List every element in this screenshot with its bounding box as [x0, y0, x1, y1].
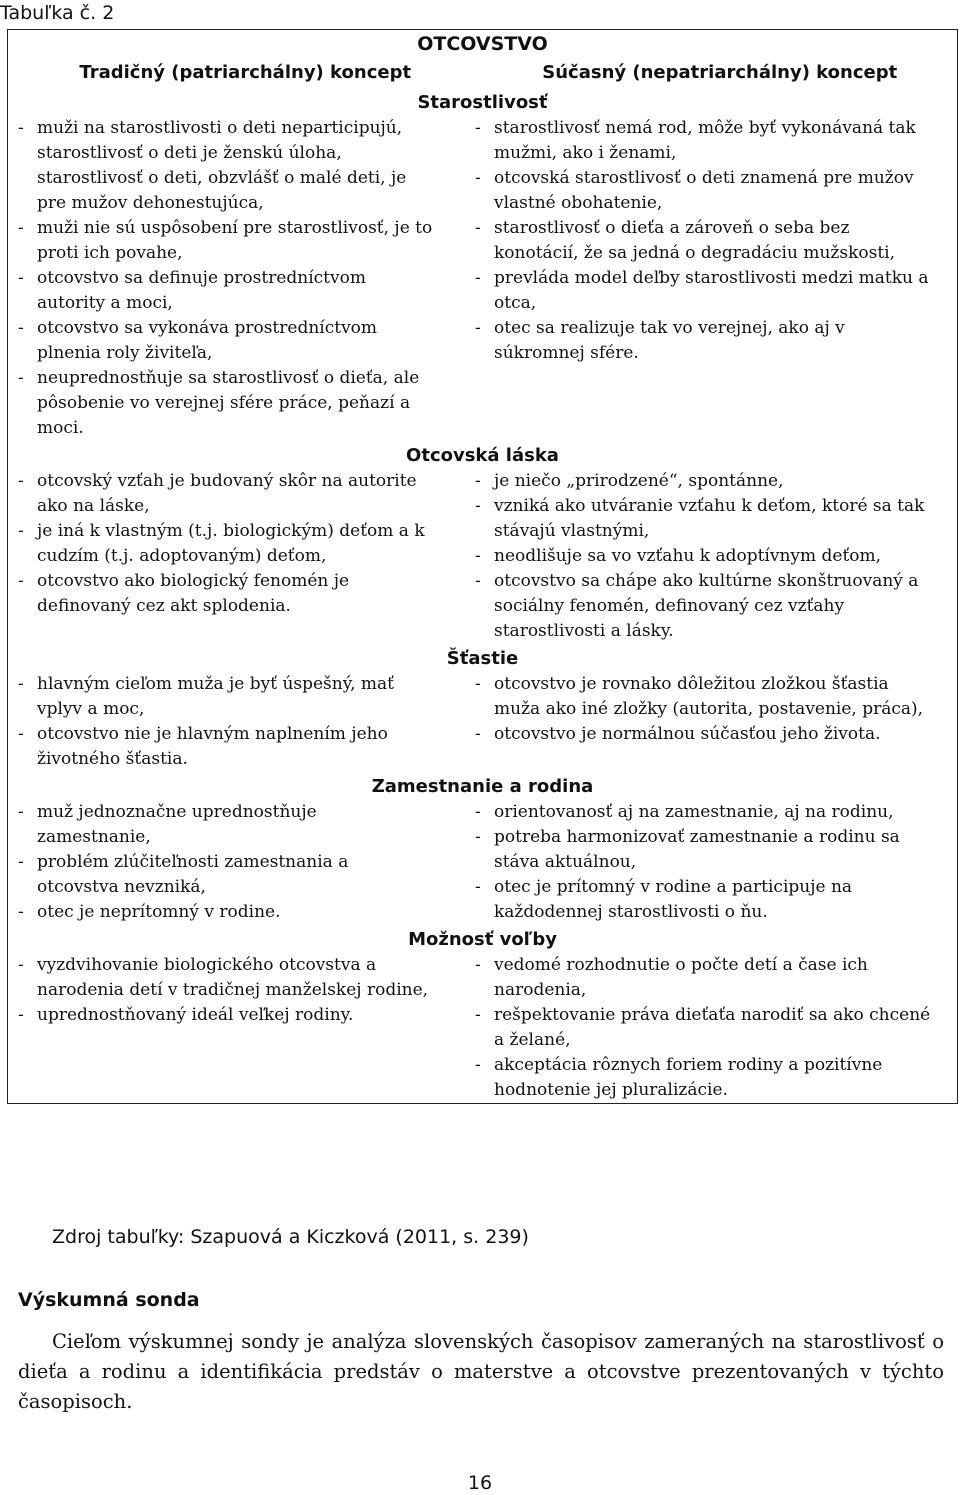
list-item: - starostlivosť o dieťa a zároveň o seba bez konotácií, že sa jedná o degradáciu mužskosti,	[465, 216, 957, 266]
contemporary-column	[459, 953, 957, 1103]
list-item: - rešpektovanie práva dieťaťa narodiť sa ako chcené a želané,	[465, 1003, 957, 1053]
section-row	[8, 672, 957, 772]
bullet-list	[8, 800, 459, 925]
section-title: Starostlivosť	[417, 92, 548, 113]
bullet-list	[465, 953, 957, 1103]
table-title: OTCOVSTVO	[417, 33, 548, 55]
contemporary-column	[459, 672, 957, 772]
contemporary-column	[459, 469, 957, 644]
list-item: - otcovstvo nie je hlavným naplnením jeho životného šťastia.	[8, 722, 459, 772]
list-item: - otcovská starostlivosť o deti znamená pre mužov vlastné obohatenie,	[465, 166, 957, 216]
section-title: Zamestnanie a rodina	[371, 776, 594, 797]
list-item: - starostlivosť nemá rod, môže byť vykonávaná tak mužmi, ako i ženami,	[465, 116, 957, 166]
table-sections	[8, 88, 957, 1103]
list-item: - prevláda model deľby starostlivosti medzi matku a otca,	[465, 266, 957, 316]
list-item: - muži nie sú uspôsobení pre starostlivosť, je to proti ich povahe,	[8, 216, 459, 266]
column-header-contemporary: Súčasný (nepatriarchálny) koncept	[542, 62, 898, 83]
bullet-list	[8, 672, 459, 772]
contemporary-column	[459, 116, 957, 441]
list-item: - vedomé rozhodnutie o počte detí a čase ich narodenia,	[465, 953, 957, 1003]
list-item: - otec je prítomný v rodine a participuje na každodennej starostlivosti o ňu.	[465, 875, 957, 925]
list-item: - otcovstvo je normálnou súčasťou jeho života.	[465, 722, 957, 747]
table-caption: Tabuľka č. 2	[0, 2, 115, 24]
list-item: - hlavným cieľom muža je byť úspešný, mať vplyv a moc,	[8, 672, 459, 722]
bullet-list	[8, 116, 459, 441]
list-item: - uprednostňovaný ideál veľkej rodiny.	[8, 1003, 459, 1028]
section-title: Otcovská láska	[406, 445, 559, 466]
list-item: - akceptácia rôznych foriem rodiny a pozitívne hodnotenie jej pluralizácie.	[465, 1053, 957, 1103]
traditional-column	[8, 469, 459, 644]
list-item: - otcovstvo je rovnako dôležitou zložkou šťastia muža ako iné zložky (autorita, postavenie, práca),	[465, 672, 957, 722]
list-item: - vyzdvihovanie biologického otcovstva a narodenia detí v tradičnej manželskej rodine,	[8, 953, 459, 1003]
list-item: - muž jednoznačne uprednostňuje zamestnanie,	[8, 800, 459, 850]
list-item: - otcovstvo sa definuje prostredníctvom autority a moci,	[8, 266, 459, 316]
section-heading: Výskumná sonda	[18, 1289, 200, 1311]
contemporary-column	[459, 800, 957, 925]
bullet-list	[8, 953, 459, 1028]
section-title: Možnosť voľby	[408, 929, 557, 950]
list-item: - orientovanosť aj na zamestnanie, aj na rodinu,	[465, 800, 957, 825]
bullet-list	[465, 469, 957, 644]
list-item: - potreba harmonizovať zamestnanie a rodinu sa stáva aktuálnou,	[465, 825, 957, 875]
bullet-list	[8, 469, 459, 619]
traditional-column	[8, 116, 459, 441]
fatherhood-table	[7, 29, 958, 1104]
bullet-list	[465, 800, 957, 925]
section-row	[8, 800, 957, 925]
list-item: - vzniká ako utváranie vzťahu k deťom, ktoré sa tak stávajú vlastnými,	[465, 494, 957, 544]
list-item: - otcovstvo sa chápe ako kultúrne skonštruovaný a sociálny fenomén, definovaný cez vzťahy starostlivosti a lásky.	[465, 569, 957, 644]
list-item: - problém zlúčiteľnosti zamestnania a otcovstva nevzniká,	[8, 850, 459, 900]
list-item: - neuprednostňuje sa starostlivosť o dieťa, ale pôsobenie vo verejnej sfére práce, peňazí a moci.	[8, 366, 459, 441]
section-row	[8, 953, 957, 1103]
list-item: - neodlišuje sa vo vzťahu k adoptívnym deťom,	[465, 544, 957, 569]
list-item: - otcovstvo ako biologický fenomén je definovaný cez akt splodenia.	[8, 569, 459, 619]
traditional-column	[8, 953, 459, 1103]
list-item: - muži na starostlivosti o deti neparticipujú, starostlivosť o deti je ženskú úloha, starostlivosť o deti, obzvlášť o malé deti, je pre mužov dehonestujúca,	[8, 116, 459, 216]
column-header-traditional: Tradičný (patriarchálny) koncept	[79, 62, 412, 83]
list-item: - otec je neprítomný v rodine.	[8, 900, 459, 925]
list-item: - otcovský vzťah je budovaný skôr na autorite ako na láske,	[8, 469, 459, 519]
bullet-list	[465, 672, 957, 747]
page-number: 16	[467, 1472, 493, 1494]
section-row	[8, 469, 957, 644]
list-item: - otec sa realizuje tak vo verejnej, ako aj v súkromnej sfére.	[465, 316, 957, 366]
list-item: - je iná k vlastným (t.j. biologickým) deťom a k cudzím (t.j. adoptovaným) deťom,	[8, 519, 459, 569]
section-title: Šťastie	[446, 648, 519, 669]
traditional-column	[8, 672, 459, 772]
table-source: Zdroj tabuľky: Szapuová a Kiczková (2011, s. 239)	[52, 1226, 529, 1248]
body-paragraph: Cieľom výskumnej sondy je analýza slovenských časopisov zameraných na starostlivosť o dieťa a rodinu a identifikácia predstáv o materstve a otcovstve prezentovaných v týchto časopisoch.	[18, 1330, 944, 1413]
section-row	[8, 116, 957, 441]
traditional-column	[8, 800, 459, 925]
list-item: - je niečo „prirodzené“, spontánne,	[465, 469, 957, 494]
bullet-list	[465, 116, 957, 366]
list-item: - otcovstvo sa vykonáva prostredníctvom plnenia roly živiteľa,	[8, 316, 459, 366]
column-headers	[8, 58, 957, 88]
